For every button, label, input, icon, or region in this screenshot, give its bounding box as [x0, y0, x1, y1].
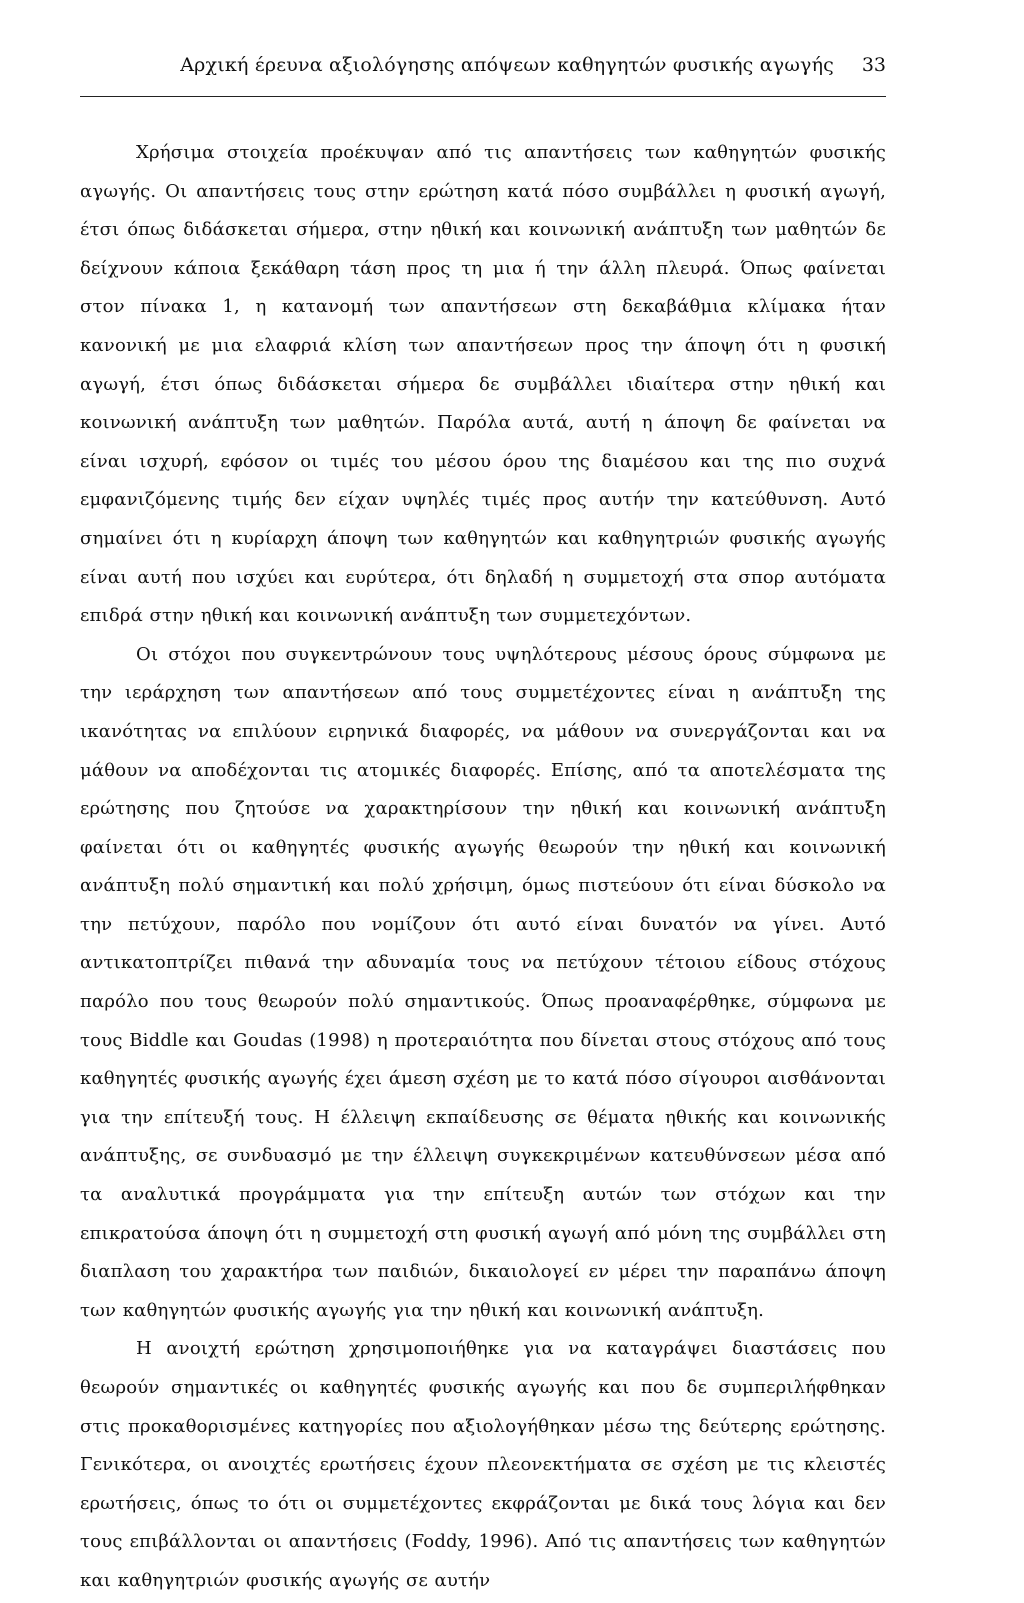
paragraph-open-question: Η ανοιχτή ερώτηση χρησιμοποιήθηκε για να καταγράψει διαστάσεις που θεωρούν σημαντικές οι καθηγητές φυσικής αγωγής και που δε συμπεριλήφθηκαν στις προκαθορισμένες κατηγορίες που αξιολογήθηκαν μέσω της δεύτερης ερώτησης. Γενικότερα, οι ανοιχτές ερωτήσεις έχουν πλεονεκτήματα σε σχέση με τις κλειστές ερωτήσεις, όπως το ότι οι συμμετέχοντες εκφράζονται με δικά τους λόγια και δεν τους επιβάλλονται οι απαντήσεις (Foddy, 1996). Από τις απαντήσεις των καθηγητών και καθηγητριών φυσικής αγωγής σε αυτήν: [80, 1338, 886, 1591]
running-header-title: Αρχική έρευνα αξιολόγησης απόψεων καθηγητών φυσικής αγωγής: [180, 54, 834, 76]
page-number: 33: [861, 54, 886, 76]
running-header: [80, 52, 886, 97]
page-body: [80, 134, 886, 1601]
paragraph-findings: Χρήσιμα στοιχεία προέκυψαν από τις απαντήσεις των καθηγητών φυσικής αγωγής. Οι απαντήσεις τους στην ερώτηση κατά πόσο συμβάλλει η φυσική αγωγή, έτσι όπως διδάσκεται σήμερα, στην ηθική και κοινωνική ανάπτυξη των μαθητών δε δείχνουν κάποια ξεκάθαρη τάση προς τη μια ή την άλλη πλευρά. Όπως φαίνεται στον πίνακα 1, η κατανομή των απαντήσεων στη δεκαβάθμια κλίμακα ήταν κανονική με μια ελαφριά κλίση των απαντήσεων προς την άποψη ότι η φυσική αγωγή, έτσι όπως διδάσκεται σήμερα δε συμβάλλει ιδιαίτερα στην ηθική και κοινωνική ανάπτυξη των μαθητών. Παρόλα αυτά, αυτή η άποψη δε φαίνεται να είναι ισχυρή, εφόσον οι τιμές του μέσου όρου της διαμέσου και της πιο συχνά εμφανιζόμενης τιμής δεν είχαν υψηλές τιμές προς αυτήν την κατεύθυνση. Αυτό σημαίνει ότι η κυρίαρχη άποψη των καθηγητών και καθηγητριών φυσικής αγωγής είναι αυτή που ισχύει και ευρύτερα, ότι δηλαδή η συμμετοχή στα σπορ αυτόματα επιδρά στην ηθική και κοινωνική ανάπτυξη των συμμετεχόντων.: [80, 142, 886, 627]
paragraph-goals: Οι στόχοι που συγκεντρώνουν τους υψηλότερους μέσους όρους σύμφωνα με την ιεράρχηση των απαντήσεων από τους συμμετέχοντες είναι η ανάπτυξη της ικανότητας να επιλύουν ειρηνικά διαφορές, να μάθουν να συνεργάζονται και να μάθουν να αποδέχονται τις ατομικές διαφορές. Επίσης, από τα αποτελέσματα της ερώτησης που ζητούσε να χαρακτηρίσουν την ηθική και κοινωνική ανάπτυξη φαίνεται ότι οι καθηγητές φυσικής αγωγής θεωρούν την ηθική και κοινωνική ανάπτυξη πολύ σημαντική και πολύ χρήσιμη, όμως πιστεύουν ότι είναι δύσκολο να την πετύχουν, παρόλο που νομίζουν ότι αυτό είναι δυνατόν να γίνει. Αυτό αντικατοπτρίζει πιθανά την αδυναμία τους να πετύχουν τέτοιου είδους στόχους παρόλο που τους θεωρούν πολύ σημαντικούς. Όπως προαναφέρθηκε, σύμφωνα με τους Biddle και Goudas (1998) η προτεραιότητα που δίνεται στους στόχους από τους καθηγητές φυσικής αγωγής έχει άμεση σχέση με το κατά πόσο σίγουροι αισθάνονται για την επίτευξή τους. Η έλλειψη εκπαίδευσης σε θέματα ηθικής και κοινωνικής ανάπτυξης, σε συνδυασμό με την έλλειψη συγκεκριμένων κατευθύνσεων μέσα από τα αναλυτικά προγράμματα για την επίτευξη αυτών των στόχων και την επικρατούσα άποψη ότι η συμμετοχή στη φυσική αγωγή από μόνη της συμβάλλει στη διαπλαση του χαρακτήρα των παιδιών, δικαιολογεί εν μέρει την παραπάνω άποψη των καθηγητών φυσικής αγωγής για την ηθική και κοινωνική ανάπτυξη.: [80, 643, 886, 1321]
